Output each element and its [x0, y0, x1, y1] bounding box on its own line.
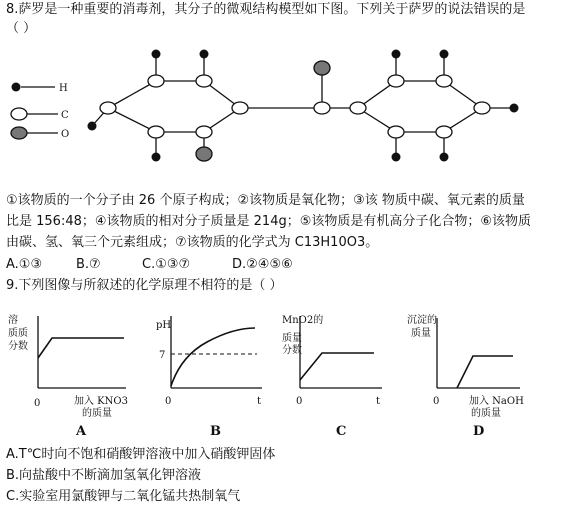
- q9-option-b: B.向盐酸中不断滴加氢氧化钾溶液: [6, 468, 202, 483]
- q8-option-c: C.①③⑦: [142, 257, 191, 272]
- graph-d-curve: [457, 356, 513, 388]
- graph-a-curve: [38, 338, 124, 358]
- q8-statement-line1: ①该物质的一个分子由 26 个原子构成；②该物质是氧化物；③该 物质中碳、氧元素的质量: [6, 193, 525, 208]
- graph-b-tick-7: 7: [159, 350, 166, 361]
- graph-a-origin: 0: [34, 398, 41, 409]
- graph-c-curve: [300, 353, 374, 380]
- graph-b-xlabel: t: [257, 396, 262, 407]
- graph-a: [6, 308, 141, 440]
- q8-statement-line3: 由碳、氢、氧三个元素组成；⑦该物质的化学式为 C13H10O3。: [6, 235, 379, 250]
- graph-b-curve: [171, 328, 255, 386]
- graph-d-xlabel: 加入 NaOH: [469, 396, 524, 407]
- graph-c-ylabel-2: 质量: [282, 333, 302, 344]
- graph-b-caption: B: [210, 424, 221, 439]
- graph-a-xlabel2: 的质量: [82, 408, 112, 419]
- graph-d-ylabel-2: 质量: [411, 328, 431, 339]
- graph-d: [405, 308, 525, 440]
- graph-a-caption: A: [76, 424, 87, 439]
- q8-option-b: B.⑦: [76, 257, 101, 272]
- q8-option-a: A.①③: [6, 257, 43, 272]
- graph-c-caption: C: [336, 424, 347, 439]
- graph-c-ylabel-3: 分数: [282, 345, 302, 356]
- q9-option-c: C.实验室用氯酸钾与二氧化锰共热制氧气: [6, 489, 241, 504]
- graph-b: [147, 308, 272, 440]
- graph-c-ylabel-1: MnO2的: [282, 315, 324, 326]
- q8-stem-line2: （ ）: [6, 21, 37, 36]
- graph-b-origin: 0: [165, 396, 172, 407]
- q8-stem-line1: 8.萨罗是一种重要的消毒剂，其分子的微观结构模型如下图。下列关于萨罗的说法错误的是: [6, 2, 526, 17]
- graph-c-origin: 0: [296, 396, 303, 407]
- graph-b-ylabel: pH: [156, 320, 172, 331]
- graph-c-xlabel: t: [376, 396, 381, 407]
- q9-option-a: A.T℃时向不饱和硝酸钾溶液中加入硝酸钾固体: [6, 447, 276, 462]
- legend-h-label: H: [59, 83, 68, 94]
- q9-stem: 9.下列图像与所叙述的化学原理不相符的是（ ）: [6, 278, 283, 293]
- q8-statement-line2: 比是 156:48；④该物质的相对分子质量是 214g；⑤该物质是有机高分子化合物；⑥该物质: [6, 214, 532, 229]
- graph-d-ylabel-1: 沉淀的: [407, 315, 437, 326]
- salol-molecule-model: [0, 44, 581, 176]
- graph-a-ylabel-1: 溶: [8, 315, 18, 326]
- graph-a-ylabel-2: 质质: [8, 328, 28, 339]
- legend-c-label: C: [61, 110, 69, 121]
- q8-option-d: D.②④⑤⑥: [232, 257, 293, 272]
- graph-d-xlabel2: 的质量: [471, 408, 501, 419]
- graph-d-caption: D: [473, 424, 485, 439]
- graph-a-ylabel-3: 分数: [8, 341, 28, 352]
- graph-d-origin: 0: [433, 396, 440, 407]
- legend-o-label: O: [61, 129, 70, 140]
- graph-a-xlabel: 加入 KNO3: [74, 396, 128, 407]
- model-legend: [11, 83, 69, 141]
- graph-c: [280, 308, 390, 440]
